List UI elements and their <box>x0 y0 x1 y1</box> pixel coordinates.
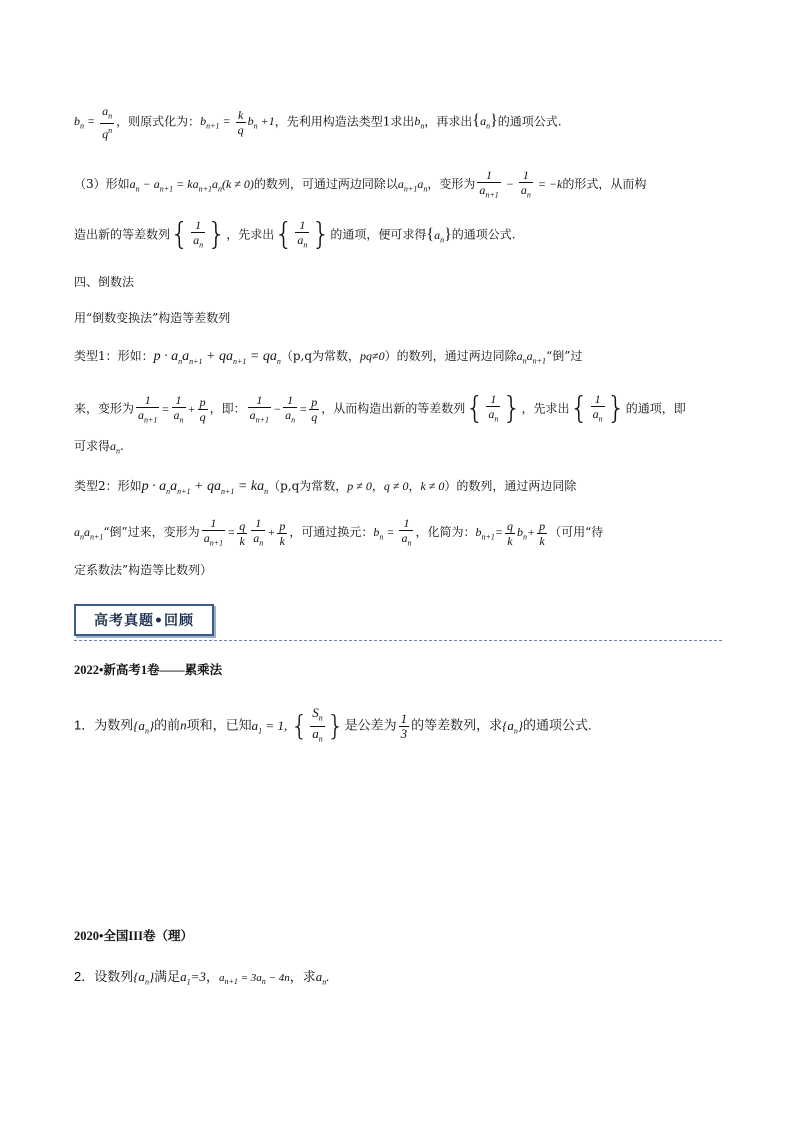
paragraph-reciprocal-type2-cont: $a_na_{n+1}“$倒”过来，变形为 $\frac{1}{a_{n+1}}$ = $\frac{q}{k}$ $\frac{1}{a_n}$ + $\frac{p}{k}$ ，可通过换元：$b_n$ = $\frac{1}{a_n}$ ，化简为：$b_{n+1}=$ $\frac{q}{k}$ $b_n+$ $\frac{p}{k}$ （可用“待 <box>74 516 604 548</box>
question-1-heading: 2022•新高考1卷——累乘法 <box>74 663 223 677</box>
question-2-heading: 2020•全国III卷（理） <box>74 929 193 943</box>
paragraph-reciprocal-type1: 类型1：形如：$p \cdot a_na_{n+1} + qa_{n+1} = qa_n(p,q$为常数，pq≠0）的数列，通过两边同除$a_na_{n+1}“$倒”过 <box>74 349 583 366</box>
paragraph-reciprocal-type2-end: 定系数法”构造等比数列） <box>74 563 213 577</box>
paragraph-type3-cont: 造出新的等差数列{ $\frac{1}{a_n}$ }，先求出{ $\frac{1}{a_n}$ }的通项，便可求得$\{a_n\}$的通项公式. <box>74 217 516 253</box>
section-intro: 用“倒数变换法”构造等差数列 <box>74 311 231 325</box>
dashed-divider <box>74 640 722 641</box>
question-1-text: 1．为数列$\{a_n\}$的前n项和，已知$a_1 = 1$, { $\frac{S_n}{a_n}$ }是公差为 $\frac{1}{3}$ 的等差数列，求$\{a_n\}$的通项公式. <box>74 705 592 744</box>
math-bn-def: $b_n$ = $\frac{a_n}{q^n}$ <box>74 104 113 142</box>
paragraph-reciprocal-type1-cont: 来，变形为 $\frac{1}{a_{n+1}}$ = $\frac{1}{a_n}$ + $\frac{p}{q}$ ，即： $\frac{1}{a_{n+1}}$ − $\frac{1}{a_n}$ = $\frac{p}{q}$ ，从而构造出新的等差数列{ $\frac{1}{a_n}$ }，先求出{ $\frac{1}{a_n}$ }的通项，即 <box>74 391 686 427</box>
paragraph-reciprocal-type1-end: 可求得$a_n$. <box>74 439 124 456</box>
question-2-text: 2．设数列$\{a_n\}$满足$a_1=3$，$a_{n+1} = 3a_n - 4n$，求$a_n$. <box>74 969 330 987</box>
section-heading-reciprocal: 四、倒数法 <box>74 275 135 289</box>
section-banner: 高考真题•回顾 <box>74 604 214 636</box>
math-bn1: $b_{n+1}$ = $\frac{k}{q}$ $b_n +1$ <box>200 108 275 138</box>
paragraph-reciprocal-type2: 类型2：形如$p \cdot a_na_{n+1} + qa_{n+1} = ka_n(p,q$为常数，p ≠ 0，q ≠ 0，k ≠ 0）的数列，通过两边同除 <box>74 479 577 496</box>
paragraph-type2-result: $b_n$ = $\frac{a_n}{q^n}$ ，则原式化为：$b_{n+1}$ = $\frac{k}{q}$ $b_n +1$，先利用构造法类型1求出$b_n$，再求出$\{a_n\}$的通项公式. <box>74 104 562 142</box>
paragraph-type3: （3）形如$a_n - a_{n+1} = ka_{n+1}a_n(k \ne 0)$的数列，可通过两边同除以$a_{n+1}a_n$，变形为 $\frac{1}{a_{n+1}}$ − $\frac{1}{a_n}$ = −k的形式，从而构 <box>74 168 647 200</box>
